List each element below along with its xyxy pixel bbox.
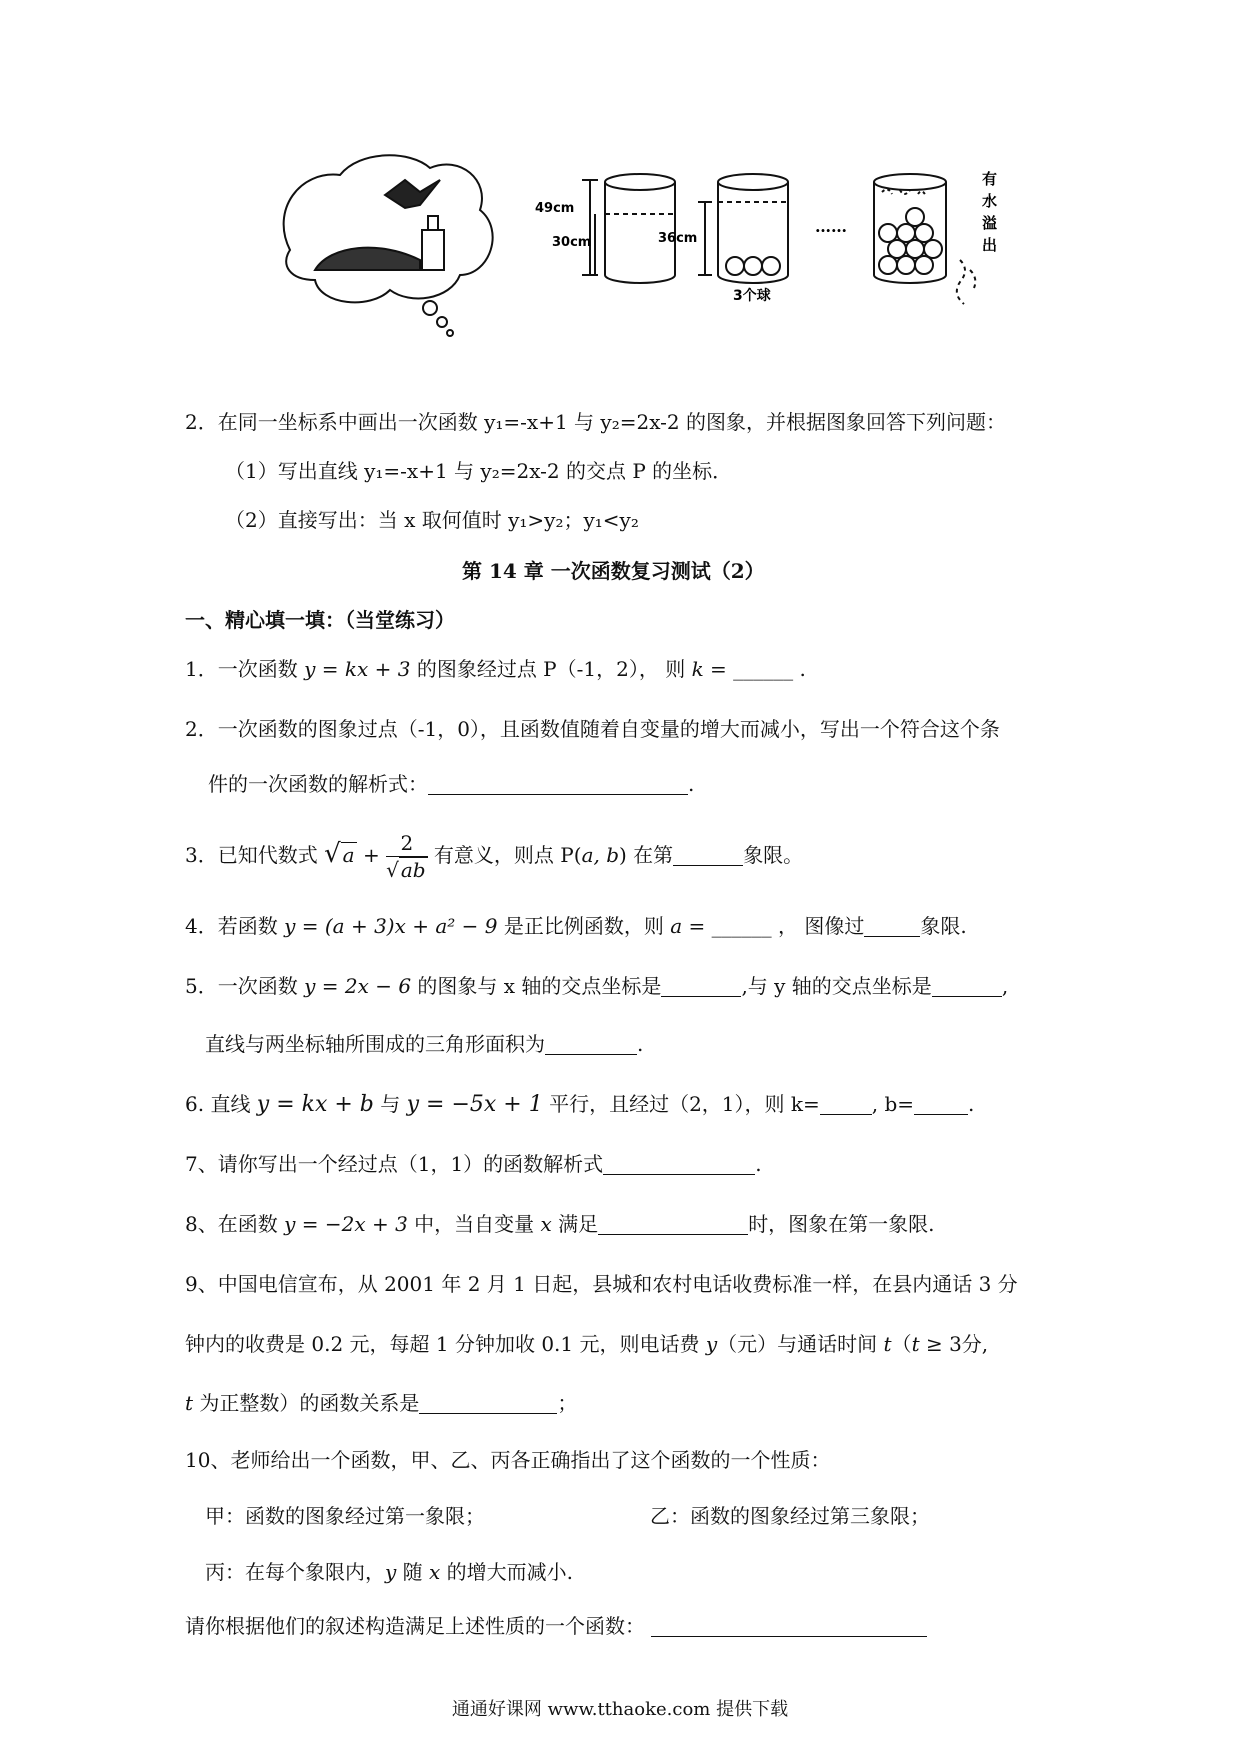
label-36cm: 36cm — [658, 231, 698, 246]
answer-blank[interactable] — [603, 1152, 755, 1175]
item-2-line2: 件的一次函数的解析式： . — [208, 772, 695, 796]
cylinder-1 — [582, 174, 675, 283]
answer-blank[interactable] — [914, 1092, 968, 1115]
answer-blank[interactable] — [651, 1614, 927, 1637]
item-4: 4．若函数 y = (a + 3)x + a² − 9 是正比例函数，则 a = ______ ， 图像过 象限. — [185, 914, 967, 938]
label-30cm: 30cm — [552, 235, 592, 250]
q2-stem: 2．在同一坐标系中画出一次函数 y₁=-x+1 与 y₂=2x-2 的图象，并根据图象回答下列问题： — [185, 410, 1006, 434]
answer-blank[interactable] — [545, 1032, 637, 1055]
item-5-line1: 5．一次函数 y = 2x − 6 的图象与 x 轴的交点坐标是 ,与 y 轴的交点坐标是 , — [185, 974, 1009, 998]
answer-blank[interactable] — [661, 974, 741, 997]
crow-water-figure — [270, 150, 1030, 350]
item-9-line1: 9、中国电信宣布，从 2001 年 2 月 1 日起，县城和农村电话收费标准一样，在县内通话 3 分 — [185, 1272, 1018, 1296]
answer-blank[interactable] — [598, 1212, 748, 1235]
item-10-yi: 乙：函数的图象经过第三象限； — [650, 1504, 930, 1528]
thought-cloud-illustration — [284, 155, 493, 336]
item-10-bing: 丙：在每个象限内，y 随 x 的增大而减小. — [205, 1560, 574, 1584]
answer-blank[interactable] — [864, 914, 920, 937]
chapter-title: 第 14 章 一次函数复习测试（2） — [462, 559, 765, 583]
item-5-line2: 直线与两坐标轴所围成的三角形面积为 . — [205, 1032, 644, 1056]
item-10-stem: 10、老师给出一个函数，甲、乙、丙各正确指出了这个函数的一个性质： — [185, 1448, 831, 1472]
label-3-balls: 3个球 — [733, 288, 771, 304]
ellipsis-dots: …… — [815, 217, 847, 236]
label-overflow: 有 水 溢 出 — [982, 170, 998, 254]
item-9-line3: t 为正整数）的函数关系是 ； — [185, 1391, 578, 1415]
item-6: 6. 直线 y = kx + b 与 y = −5x + 1 平行，且经过（2，1），则 k= , b= . — [185, 1092, 975, 1117]
answer-blank[interactable] — [428, 772, 688, 795]
item-9-line2: 钟内的收费是 0.2 元，每超 1 分钟加收 0.1 元，则电话费 y（元）与通话时间 t（t ≥ 3分, — [185, 1332, 989, 1356]
answer-blank[interactable] — [673, 843, 743, 866]
q2-sub1: （1）写出直线 y₁=-x+1 与 y₂=2x-2 的交点 P 的坐标． — [225, 459, 733, 483]
item-2-line1: 2．一次函数的图象过点（-1，0），且函数值随着自变量的增大而减小，写出一个符合这个条 — [185, 717, 1000, 741]
q2-sub2: （2）直接写出：当 x 取何值时 y₁>y₂；y₁<y₂ — [225, 508, 639, 532]
item-10-ask: 请你根据他们的叙述构造满足上述性质的一个函数： — [185, 1612, 927, 1640]
item-3: 3．已知代数式 √ a + $\frac{2}{√ ab}$ 有意义，则点 P(a, b) 在第 象限。 — [185, 831, 804, 882]
answer-blank[interactable] — [820, 1092, 872, 1115]
cylinder-3 — [874, 174, 975, 304]
cylinder-2 — [698, 174, 788, 283]
item-1: 1．一次函数 y = kx + 3 的图象经过点 P（-1，2）， 则 k = ______ . — [185, 657, 806, 681]
label-49cm: 49cm — [535, 201, 575, 216]
item-7: 7、请你写出一个经过点（1，1）的函数解析式 . — [185, 1152, 762, 1176]
answer-blank[interactable] — [419, 1391, 557, 1414]
page-footer: 通通好课网 www.tthaoke.com 提供下载 — [451, 1699, 789, 1720]
section-title: 一、精心填一填：（当堂练习） — [185, 608, 455, 632]
item-8: 8、在函数 y = −2x + 3 中，当自变量 x 满足 时，图象在第一象限. — [185, 1212, 935, 1236]
item-10-jia: 甲：函数的图象经过第一象限； — [205, 1504, 485, 1528]
answer-blank[interactable] — [932, 974, 1002, 997]
